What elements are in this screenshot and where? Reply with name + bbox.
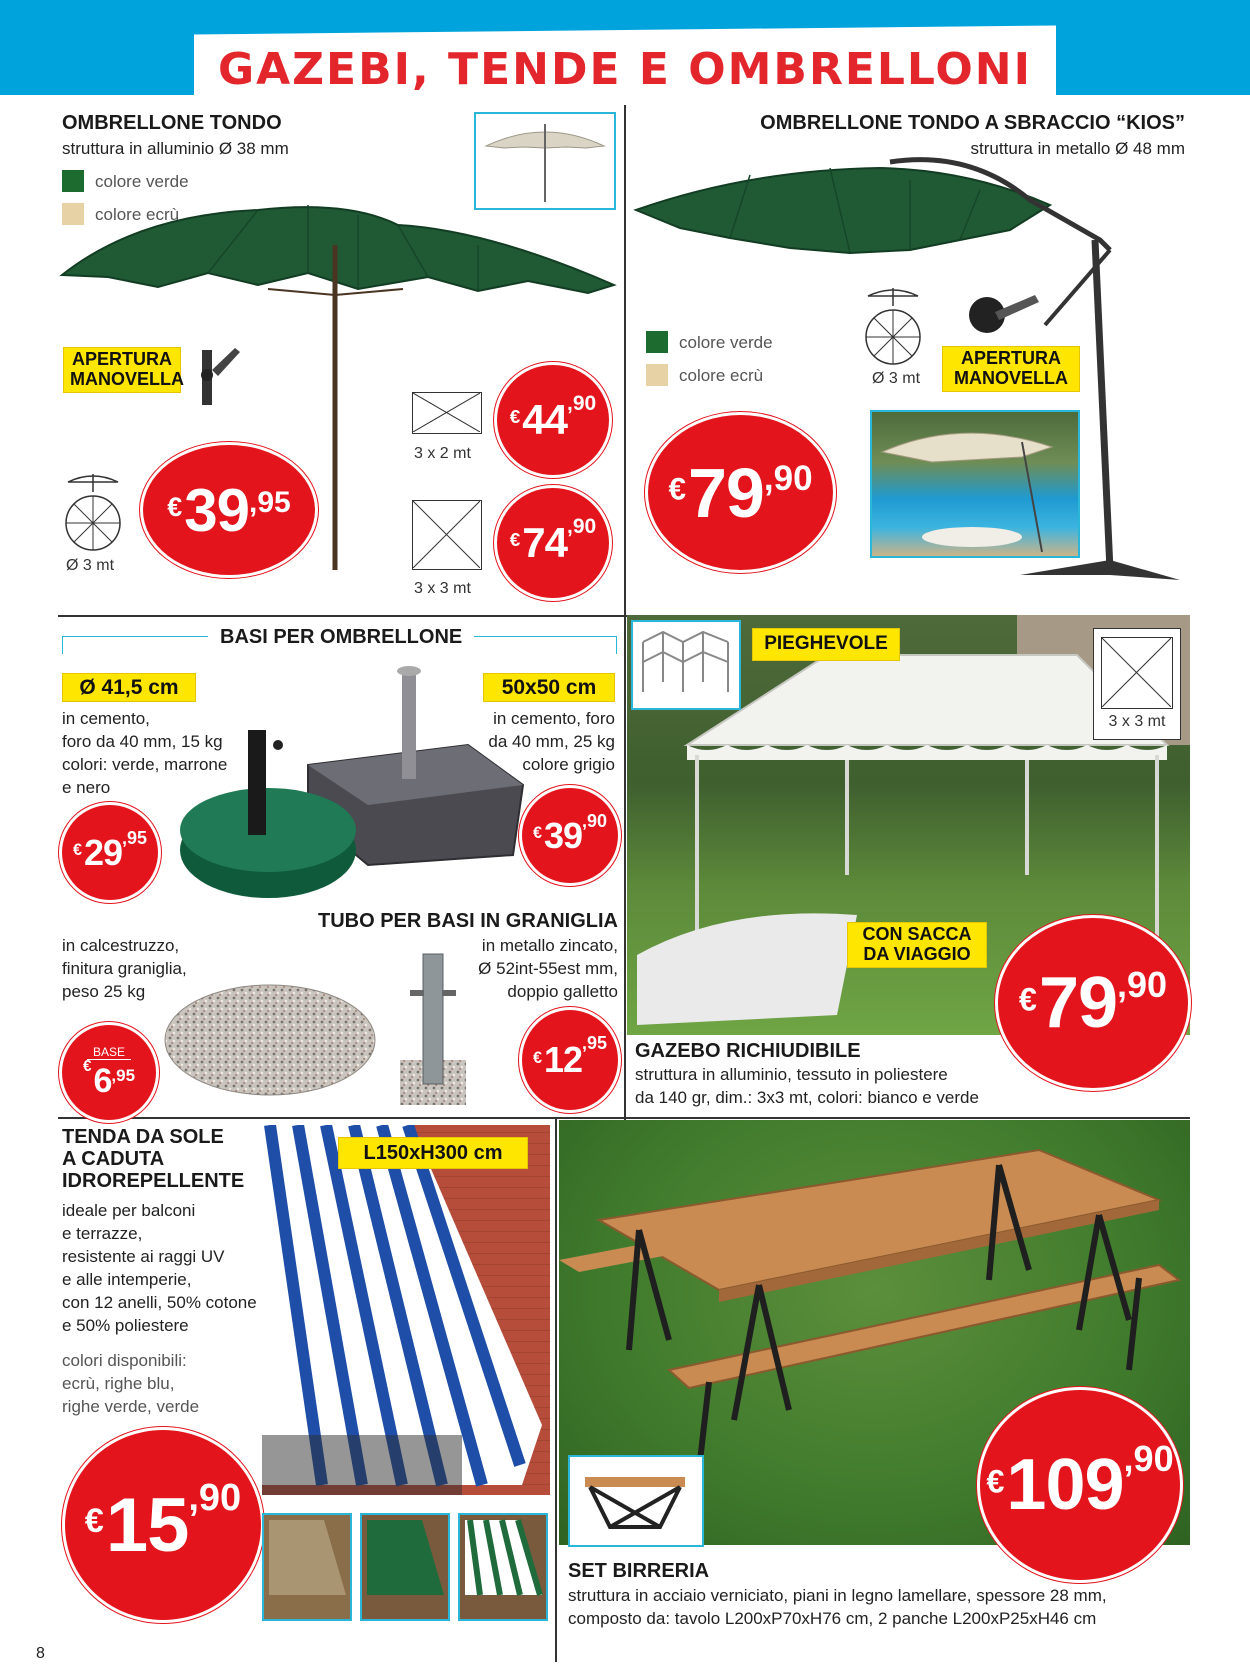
price-granite-base xyxy=(62,1025,156,1120)
price-ombrellone-tondo xyxy=(143,445,315,575)
desc-line: e terrazze, xyxy=(62,1223,143,1243)
diameter-label: Ø 3 mt xyxy=(66,557,115,574)
price-dec: ,90 xyxy=(567,391,597,415)
price-currency: € xyxy=(668,470,686,507)
desc-line: ideale per balconi xyxy=(62,1201,196,1220)
tenda-thumb-green xyxy=(360,1513,450,1621)
price-dec: ,95 xyxy=(249,486,291,520)
price-3x2 xyxy=(497,365,609,475)
kios-color-ecru: colore ecrù xyxy=(679,366,764,385)
price-int: 79 xyxy=(1038,963,1118,1043)
base-label: BASE xyxy=(87,1045,131,1060)
price-dec: ,90 xyxy=(1117,963,1168,1005)
price-birreria xyxy=(980,1390,1180,1580)
kios-desc: struttura in metallo Ø 48 mm xyxy=(970,139,1185,158)
price-int: 15 xyxy=(105,1482,189,1568)
price-tube xyxy=(522,1010,618,1110)
tenda-thumb-ecru xyxy=(262,1513,352,1621)
size-3x2-label: 3 x 2 mt xyxy=(414,445,471,462)
divider-horizontal-left xyxy=(58,615,624,617)
price-currency: € xyxy=(509,529,521,551)
desc-line: righe verde, verde xyxy=(62,1396,200,1416)
desc-line: con 12 anelli, 50% cotone xyxy=(62,1292,257,1312)
color-ecru-label: colore ecrù xyxy=(95,205,180,224)
desc-line: colori disponibili: xyxy=(62,1351,187,1370)
desc-line: e nero xyxy=(62,777,111,797)
crank-icon xyxy=(190,340,250,410)
basi-left-size: Ø 41,5 cm xyxy=(62,673,196,702)
divider-vertical-bottom xyxy=(555,1117,557,1662)
tag-line1: APERTURA xyxy=(71,349,172,369)
ombrellone-tondo-title: OMBRELLONE TONDO xyxy=(62,112,282,134)
price-int: 109 xyxy=(1006,1445,1124,1525)
tenda-size-tag: L150xH300 cm xyxy=(338,1137,528,1169)
kios-crank-icon xyxy=(965,290,1045,340)
price-int: 29 xyxy=(83,831,123,873)
divider-vertical-top xyxy=(624,105,626,1120)
kios-pool-photo xyxy=(870,410,1080,558)
price-currency: € xyxy=(167,491,183,522)
price-currency: € xyxy=(82,1057,92,1075)
price-gazebo xyxy=(998,918,1188,1088)
desc-line: da 140 gr, dim.: 3x3 mt, colori: bianco e verde xyxy=(635,1087,979,1107)
desc-line: in cemento, xyxy=(62,709,150,728)
page-number: 8 xyxy=(36,1645,45,1662)
tag-line2: DA VIAGGIO xyxy=(863,943,971,964)
tenda-title xyxy=(62,1126,244,1192)
kios-title: OMBRELLONE TONDO A SBRACCIO “KIOS” xyxy=(760,112,1185,134)
desc-line: e alle intemperie, xyxy=(62,1269,192,1289)
tubo-desc xyxy=(478,935,618,1004)
price-currency: € xyxy=(72,841,82,860)
price-3x3 xyxy=(497,488,609,598)
price-int: 39 xyxy=(543,814,583,856)
desc-line: composto da: tavolo L200xP70xH76 cm, 2 panche L200xP25xH46 cm xyxy=(568,1608,1097,1628)
desc-line: in metallo zincato, xyxy=(481,936,618,955)
tubo-title: TUBO PER BASI IN GRANIGLIA xyxy=(317,910,618,932)
title-line: A CADUTA xyxy=(62,1148,165,1170)
kios-swatch-green xyxy=(646,331,668,353)
desc-line: e 50% poliestere xyxy=(62,1315,189,1335)
price-base-round xyxy=(62,805,158,900)
price-currency: € xyxy=(986,1462,1005,1499)
ombrellone-tondo-desc: struttura in alluminio Ø 38 mm xyxy=(62,139,289,158)
diameter-umbrella-icon xyxy=(62,468,124,558)
desc-line: Ø 52int-55est mm, xyxy=(478,958,618,978)
apertura-manovella-tag xyxy=(63,347,184,393)
title-line: IDROREPELLENTE xyxy=(62,1170,245,1192)
tube-image xyxy=(400,950,466,1105)
kios-swatch-ecru xyxy=(646,364,668,386)
kios-manovella-tag xyxy=(942,346,1080,392)
pieghevole-tag: PIEGHEVOLE xyxy=(752,628,900,661)
birreria-title: SET BIRRERIA xyxy=(568,1560,710,1582)
gazebo-size-icon xyxy=(1101,637,1173,709)
gazebo-size-box xyxy=(1093,628,1181,740)
sacca-tag xyxy=(847,922,987,968)
gazebo-desc xyxy=(635,1064,979,1110)
price-tenda xyxy=(65,1430,261,1620)
desc-line: peso 25 kg xyxy=(62,981,146,1001)
desc-line: finitura graniglia, xyxy=(62,958,187,978)
desc-line: struttura in alluminio, tessuto in poliestere xyxy=(635,1065,948,1084)
size-3x3-icon xyxy=(412,500,482,570)
price-currency: € xyxy=(532,1048,542,1067)
size-3x3-label: 3 x 3 mt xyxy=(414,580,471,597)
price-currency: € xyxy=(509,406,521,428)
tag-line1: APERTURA xyxy=(960,348,1061,368)
price-dec: ,95 xyxy=(111,1065,136,1085)
desc-line: struttura in acciaio verniciato, piani in legno lamellare, spessore 28 mm, xyxy=(568,1586,1107,1605)
price-int: 12 xyxy=(543,1039,583,1080)
price-dec: ,90 xyxy=(188,1477,242,1520)
title-line: TENDA DA SOLE xyxy=(62,1126,224,1148)
desc-line: in calcestruzzo, xyxy=(62,936,180,955)
gazebo-frame-thumbnail xyxy=(631,620,741,710)
basi-right-size: 50x50 cm xyxy=(483,673,615,702)
desc-line: da 40 mm, 25 kg xyxy=(488,731,615,751)
desc-line: foro da 40 mm, 15 kg xyxy=(62,731,223,751)
price-dec: ,95 xyxy=(122,828,148,849)
price-dec: ,95 xyxy=(582,1033,608,1054)
divider-horizontal-middle xyxy=(58,1117,1190,1119)
desc-line: in cemento, foro xyxy=(493,709,615,728)
price-currency: € xyxy=(1018,980,1037,1017)
kios-diameter-label: Ø 3 mt xyxy=(872,370,921,387)
price-dec: ,90 xyxy=(763,459,813,499)
birreria-desc xyxy=(568,1585,1107,1631)
price-int: 44 xyxy=(522,396,568,443)
price-currency: € xyxy=(532,824,542,843)
price-dec: ,90 xyxy=(567,514,597,538)
tag-line2: MANOVELLA xyxy=(954,367,1068,388)
desc-line: doppio galletto xyxy=(507,981,618,1001)
price-int: 74 xyxy=(522,519,568,566)
basi-right-desc xyxy=(488,708,615,777)
tenda-colors xyxy=(62,1350,199,1419)
size-3x2-icon xyxy=(412,392,482,434)
price-int: 39 xyxy=(184,476,250,544)
tenda-desc xyxy=(62,1200,257,1338)
tenda-thumb-striped xyxy=(458,1513,548,1621)
price-dec: ,90 xyxy=(582,811,608,832)
price-currency: € xyxy=(84,1501,104,1540)
granite-base-image xyxy=(160,980,380,1098)
desc-line: resistente ai raggi UV xyxy=(62,1246,225,1266)
price-int: 6 xyxy=(93,1061,112,1100)
price-int: 79 xyxy=(688,453,764,532)
price-dec: ,90 xyxy=(1123,1438,1174,1479)
tag-line1: CON SACCA xyxy=(862,924,972,944)
color-green-label: colore verde xyxy=(95,172,189,191)
tag-line2: MANOVELLA xyxy=(70,368,184,389)
kios-diameter-icon xyxy=(862,282,924,372)
desc-line: ecrù, righe blu, xyxy=(62,1373,175,1393)
page-title: GAZEBI, TENDE E OMBRELLONI xyxy=(217,44,1032,95)
basi-title: BASI PER OMBRELLONE xyxy=(208,626,474,648)
tenda-photo xyxy=(262,1125,550,1495)
desc-line: colori: verde, marrone xyxy=(62,754,228,774)
umbrella-bases-image xyxy=(168,655,528,900)
birreria-folded-thumbnail xyxy=(568,1455,704,1547)
price-base-square xyxy=(522,788,618,883)
kios-color-green: colore verde xyxy=(679,333,773,352)
desc-line: colore grigio xyxy=(522,754,615,774)
gazebo-title: GAZEBO RICHIUDIBILE xyxy=(635,1040,861,1062)
gazebo-size-label: 3 x 3 mt xyxy=(1108,713,1166,730)
price-kios xyxy=(648,415,833,570)
